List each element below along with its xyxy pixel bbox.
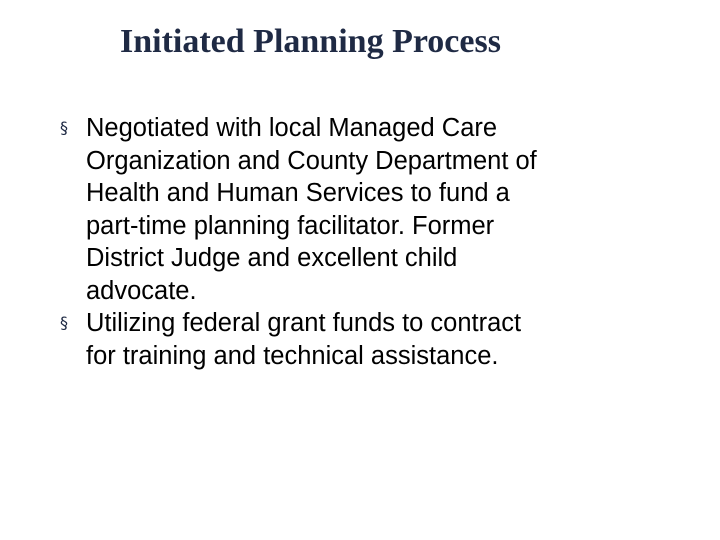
- bullet-line: for training and technical assistance.: [86, 341, 499, 370]
- bullet-marker-icon: §: [60, 118, 68, 137]
- bullet-line: District Judge and excellent child: [86, 244, 458, 272]
- bullet-text: [86, 112, 680, 307]
- bullet-item-grant: [60, 307, 680, 372]
- bullet-line: Health and Human Services to fund a: [86, 179, 510, 207]
- bullet-text: [86, 307, 680, 372]
- bullet-line: Organization and County Department of: [86, 146, 537, 175]
- bullet-line: advocate.: [86, 276, 197, 305]
- bullet-item-funding: [60, 112, 680, 307]
- slide-title: Initiated Planning Process: [120, 23, 501, 60]
- bullet-line: part-time planning facilitator. Former: [86, 211, 495, 240]
- bullet-line: Utilizing federal grant funds to contract: [86, 309, 522, 337]
- bullet-list: [60, 112, 680, 372]
- bullet-line: Negotiated with local Managed Care: [86, 114, 498, 142]
- bullet-marker-icon: §: [60, 313, 68, 332]
